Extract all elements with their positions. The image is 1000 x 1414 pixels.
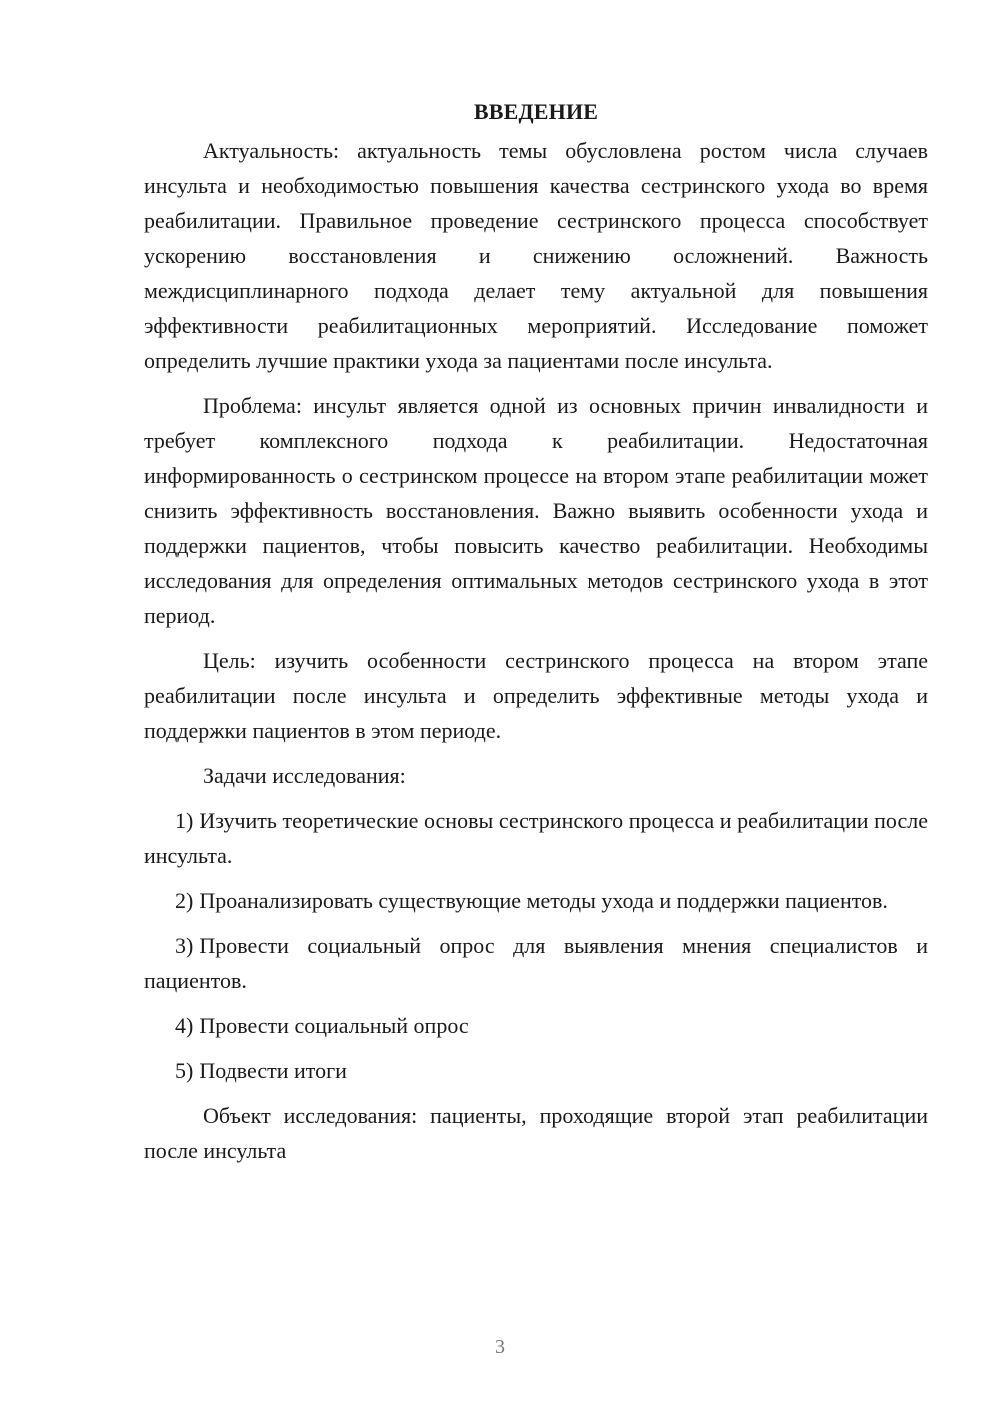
goal-paragraph: Цель: изучить особенности сестринского процесса на втором этапе реабилитации после инсульта и определить эффективные методы ухода и поддержки пациентов в этом периоде. <box>144 648 928 743</box>
task-text: Изучить теоретические основы сестринского процесса и реабилитации после инсульта. <box>144 808 928 868</box>
object-paragraph: Объект исследования: пациенты, проходящие второй этап реабилитации после инсульта <box>144 1103 928 1163</box>
task-text: Проанализировать существующие методы ухода и поддержки пациентов. <box>199 888 888 913</box>
page-number: 3 <box>495 1336 505 1358</box>
task-number: 4) <box>175 1013 194 1038</box>
task-item <box>144 928 928 998</box>
task-item <box>144 1053 928 1088</box>
tasks-list <box>144 803 928 1088</box>
tasks-heading: Задачи исследования: <box>203 763 406 788</box>
problem-paragraph: Проблема: инсульт является одной из основных причин инвалидности и требует комплексного подхода к реабилитации. Недостаточная информированность о сестринском процессе на втором этапе реабилитации может снизить эффективность восстановления. Важно выявить особенности ухода и поддержки пациентов, чтобы повысить качество реабилитации. Необходимы исследования для определения оптимальных методов сестринского ухода в этот период. <box>144 393 928 628</box>
relevance-paragraph: Актуальность: актуальность темы обусловлена ростом числа случаев инсульта и необходимостью повышения качества сестринского ухода во время реабилитации. Правильное проведение сестринского процесса способствует ускорению восстановления и снижению осложнений. Важность междисциплинарного подхода делает тему актуальной для повышения эффективности реабилитационных мероприятий. Исследование поможет определить лучшие практики ухода за пациентами после инсульта. <box>144 138 928 373</box>
section-heading: ВВЕДЕНИЕ <box>473 99 599 124</box>
task-text: Провести социальный опрос для выявления мнения специалистов и пациентов. <box>144 933 928 993</box>
task-number: 5) <box>175 1058 194 1083</box>
task-item <box>144 883 928 918</box>
document-page <box>144 94 928 1178</box>
task-number: 2) <box>175 888 194 913</box>
task-number: 3) <box>175 933 194 958</box>
task-text: Подвести итоги <box>199 1058 347 1083</box>
task-number: 1) <box>175 808 194 833</box>
task-item <box>144 803 928 873</box>
task-text: Провести социальный опрос <box>199 1013 469 1038</box>
task-item <box>144 1008 928 1043</box>
